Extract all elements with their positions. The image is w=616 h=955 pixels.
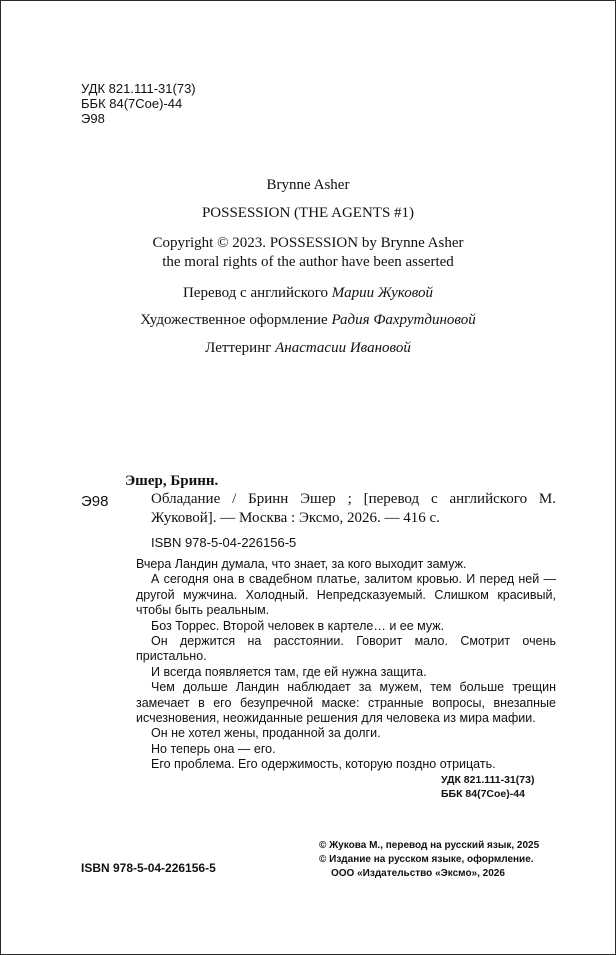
lettering-label: Леттеринг — [205, 340, 272, 356]
catalog-author-mark: Э98 — [81, 493, 109, 510]
annotation-paragraph: А сегодня она в свадебном платье, залитом кровью. И перед ней — другой мужчина. Холодный. Непредсказуемый. Слишком красивый, чтобы быть реальным. — [136, 572, 556, 618]
translator-credit — [1, 284, 615, 303]
annotation — [136, 557, 556, 773]
author-mark: Э98 — [81, 111, 105, 126]
annotation-paragraph: Его проблема. Его одержимость, которую поздно отрицать. — [151, 757, 496, 772]
udk-code: УДК 821.111-31(73) — [81, 81, 196, 96]
footer-bbk: ББК 84(7Сое)-44 — [441, 788, 525, 800]
copyright-line: Copyright © 2023. POSSESSION by Brynne Asher — [152, 235, 464, 251]
edition-copyright: © Издание на русском языке, оформление. — [319, 854, 534, 865]
footer-udk: УДК 821.111-31(73) — [441, 774, 535, 786]
original-author: Brynne Asher — [266, 177, 350, 193]
catalog-isbn: ISBN 978-5-04-226156-5 — [151, 535, 297, 550]
art-credit — [1, 311, 615, 330]
lettering-credit — [1, 339, 615, 358]
original-title: POSSESSION (THE AGENTS #1) — [201, 205, 415, 221]
bbk-code: ББК 84(7Сое)-44 — [81, 96, 183, 111]
translation-copyright: © Жукова М., перевод на русский язык, 2025 — [319, 840, 540, 851]
original-copyright — [1, 234, 615, 272]
annotation-paragraph: Но теперь она — его. — [151, 741, 276, 756]
artist-name: Радия Фахрутдиновой — [331, 312, 476, 328]
catalog-author-heading: Эшер, Бринн. — [125, 473, 219, 489]
annotation-paragraph: Он держится на расстоянии. Говорит мало. Смотрит очень пристально. — [136, 634, 556, 664]
annotation-paragraph: Боз Торрес. Второй человек в картеле… и ее муж. — [151, 618, 445, 633]
letterer-name: Анастасии Ивановой — [275, 340, 411, 356]
art-label: Художественное оформление — [140, 312, 328, 328]
moral-rights-line: the moral rights of the author have been asserted — [162, 254, 454, 270]
footer-isbn: ISBN 978-5-04-226156-5 — [81, 861, 216, 875]
translation-label: Перевод с английского — [182, 285, 329, 301]
annotation-paragraph: Чем дольше Ландин наблюдает за мужем, тем больше трещин замечает в его безупречной маске: странные вопросы, внезапные исчезновения, неожиданные решения для человека из мира мафии. — [136, 680, 556, 726]
classification-block — [81, 81, 196, 126]
annotation-paragraph: И всегда появляется там, где ей нужна защита. — [151, 664, 427, 679]
footer-classification — [441, 773, 534, 801]
copyright-notices — [319, 839, 539, 881]
annotation-paragraph: Вчера Ландин думала, что знает, за кого выходит замуж. — [136, 557, 467, 571]
publisher-copyright: ООО «Издательство «Эксмо», 2026 — [331, 868, 505, 879]
catalog-description: Обладание / Бринн Эшер ; [перевод с английского М. Жуковой]. — Москва : Эксмо, 2026. — 416 с. — [151, 491, 556, 526]
annotation-paragraph: Он не хотел жены, проданной за долги. — [151, 726, 381, 741]
translator-name: Марии Жуковой — [331, 285, 434, 301]
